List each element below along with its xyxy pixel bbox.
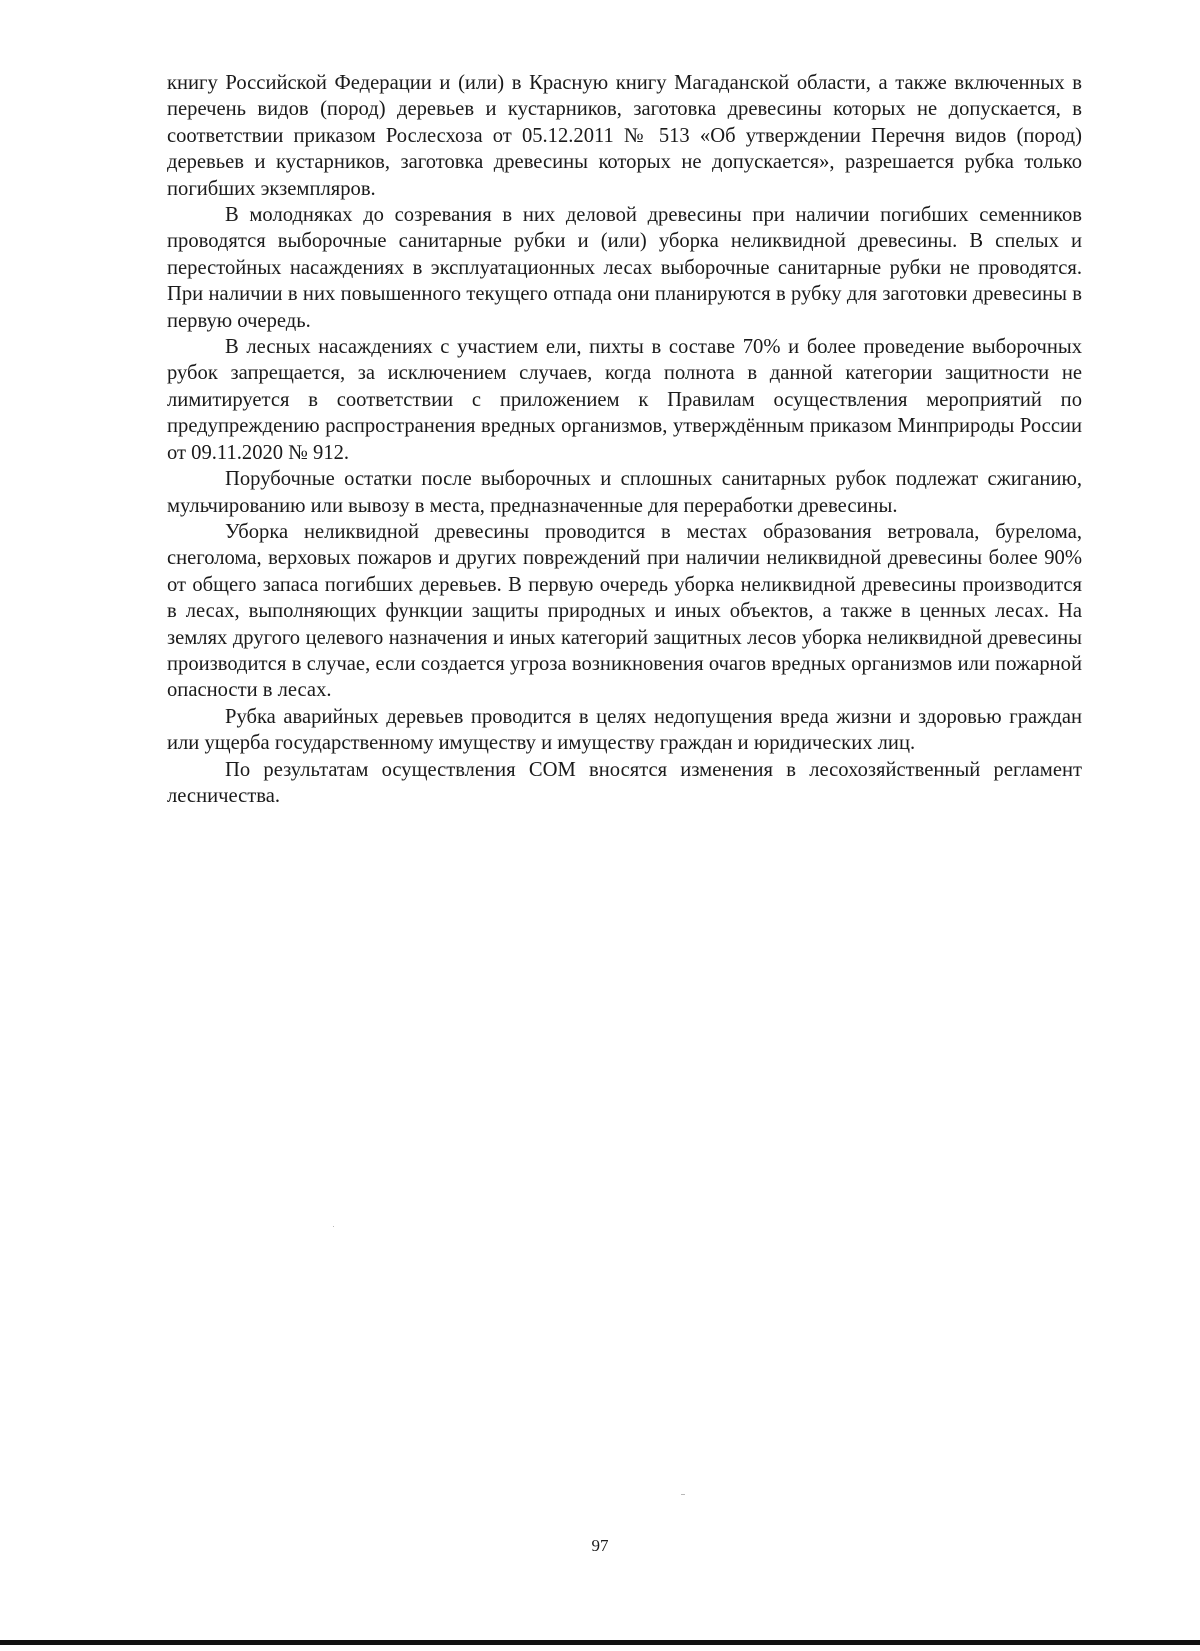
paragraph-regulation-changes: По результатам осуществления СОМ вносятся изменения в лесохозяйственный регламент лесничества. bbox=[167, 758, 1082, 807]
paragraph-spruce-fir: В лесных насаждениях с участием ели, пихты в составе 70% и более проведение выборочных рубок запрещается, за исключением случаев, когда полнота в данной категории защитности не лимитируется в соответствии с приложением к Правилам осуществления мероприятий по предупреждению распространения вредных организмов, утверждённым приказом Минприроды России от 09.11.2020 № 912. bbox=[167, 336, 1082, 464]
paragraph-illiquid-wood: Уборка неликвидной древесины проводится в местах образования ветровала, бурелома, снеголома, верховых пожаров и других повреждений при наличии неликвидной древесины более 90% от общего запаса погибших деревьев. В первую очередь уборка неликвидной древесины производится в лесах, выполняющих функции защиты природных и иных объектов, а также в ценных лесах. На землях другого целевого назначения и иных категорий защитных лесов уборка неликвидной древесины производится в случае, если создается угроза возникновения очагов вредных организмов или пожарной опасности в лесах. bbox=[167, 520, 1082, 702]
paragraph-continued: книгу Российской Федерации и (или) в Красную книгу Магаданской области, а также включенных в перечень видов (пород) деревьев и кустарников, заготовка древесины которых не допускается, в соответствии приказом Рослесхоза от 05.12.2011 № 513 «Об утверждении Перечня видов (пород) деревьев и кустарников, заготовка древесины которых не допускается», разрешается рубка только погибших экземпляров. bbox=[167, 72, 1082, 200]
paragraph-young-stands: В молодняках до созревания в них деловой древесины при наличии погибших семенников проводятся выборочные санитарные рубки и (или) уборка неликвидной древесины. В спелых и перестойных насаждениях в эксплуатационных лесах выборочные санитарные рубки не проводятся. При наличии в них повышенного текущего отпада они планируются в рубку для заготовки древесины в первую очередь. bbox=[167, 204, 1082, 332]
body-text bbox=[167, 70, 1082, 809]
page-number: 97 bbox=[591, 1536, 609, 1555]
bottom-scan-border bbox=[0, 1640, 1200, 1645]
scan-speck bbox=[333, 1226, 334, 1227]
paragraph-logging-residues: Порубочные остатки после выборочных и сплошных санитарных рубок подлежат сжиганию, мульчированию или вывозу в места, предназначенные для переработки древесины. bbox=[167, 468, 1082, 517]
scan-speck bbox=[681, 1494, 685, 1495]
paragraph-hazard-trees: Рубка аварийных деревьев проводится в целях недопущения вреда жизни и здоровью граждан или ущерба государственному имуществу и имуществу граждан и юридических лиц. bbox=[167, 705, 1082, 755]
